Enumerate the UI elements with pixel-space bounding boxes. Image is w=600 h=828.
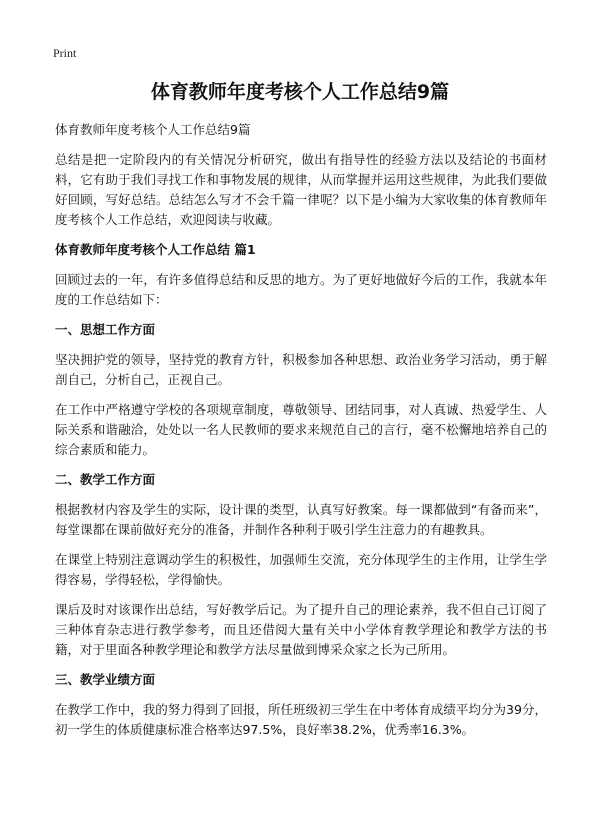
- section-heading-performance: 三、教学业绩方面: [55, 672, 156, 687]
- article-heading: 体育教师年度考核个人工作总结 篇1: [55, 242, 256, 257]
- section-heading-teaching: 二、教学工作方面: [55, 472, 156, 487]
- paragraph: 在课堂上特别注意调动学生的积极性，加强师生交流，充分体现学生的主作用，让学生学得容易，学得轻松，学得愉快。: [55, 552, 547, 587]
- article-intro-paragraph: 回顾过去的一年，有许多值得总结和反思的地方。为了更好地做好今后的工作，我就本年度的工作总结如下：: [55, 272, 547, 307]
- paragraph: 在工作中严格遵守学校的各项规章制度，尊敬领导、团结同事，对人真诚、热爱学生、人际关系和谐融洽，处处以一名人民教师的要求来规范自己的言行，毫不松懈地培养自己的综合素质和能力。: [55, 402, 547, 457]
- paragraph: 课后及时对该课作出总结，写好教学后记。为了提升自己的理论素养，我不但自己订阅了三种体育杂志进行教学参考，而且还借阅大量有关中小学体育教学理论和教学方法的书籍，对于里面各种教学理论和教学方法尽量做到博采众家之长为己所用。: [55, 602, 547, 657]
- intro-paragraph: 总结是把一定阶段内的有关情况分析研究，做出有指导性的经验方法以及结论的书面材料，它有助于我们寻找工作和事物发展的规律，从而掌握并运用这些规律，为此我们要做好回顾，写好总结。总结怎么写才不会千篇一律呢？以下是小编为大家收集的体育教师年度考核个人工作总结，欢迎阅读与收藏。: [55, 152, 547, 227]
- document-body: [55, 120, 547, 750]
- page-title: 体育教师年度考核个人工作总结9篇: [150, 81, 450, 103]
- section-heading-thought: 一、思想工作方面: [55, 322, 156, 337]
- print-link[interactable]: Print: [53, 46, 77, 60]
- paragraph: 根据教材内容及学生的实际，设计课的类型，认真写好教案。每一课都做到“有备而来”，每堂课都在课前做好充分的准备，并制作各种利于吸引学生注意力的有趣教具。: [55, 502, 547, 537]
- document-subtitle: 体育教师年度考核个人工作总结9篇: [55, 122, 251, 137]
- paragraph: 坚决拥护党的领导，坚持党的教育方针，积极参加各种思想、政治业务学习活动，勇于解剖自己，分析自己，正视自己。: [55, 352, 547, 387]
- paragraph: 在教学工作中，我的努力得到了回报，所任班级初三学生在中考体育成绩平均分为39分，初一学生的体质健康标准合格率达97.5%，良好率38.2%，优秀率16.3%。: [55, 702, 547, 737]
